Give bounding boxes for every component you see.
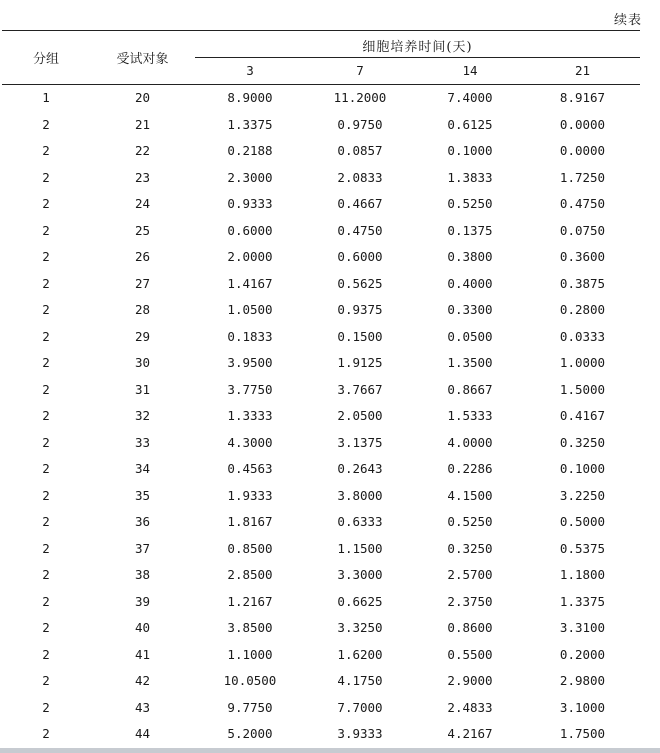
- day-14-cell: 0.5250: [447, 514, 493, 529]
- table-row: [0, 403, 660, 430]
- subject-cell: 35: [134, 487, 151, 503]
- table-row: [0, 191, 660, 218]
- subject-cell: 26: [134, 249, 151, 264]
- subject-cell: 39: [134, 593, 151, 609]
- table-row: [0, 721, 660, 748]
- day-3-cell: 1.2167: [227, 593, 273, 609]
- group-cell: 2: [42, 540, 50, 556]
- table-row: [0, 138, 660, 165]
- group-cell: 2: [42, 699, 50, 715]
- table-row: [0, 430, 660, 457]
- subject-cell: 37: [134, 540, 151, 556]
- day-21-cell: 0.0000: [559, 143, 606, 158]
- day-7-cell: 0.4750: [337, 222, 383, 238]
- group-cell: 2: [42, 222, 50, 238]
- day-3-cell: 1.0500: [227, 302, 273, 317]
- day-7-cell: 0.9750: [337, 116, 383, 132]
- day-3-cell: 1.8167: [227, 514, 273, 529]
- table-row: [0, 85, 660, 112]
- day-21-cell: 0.0000: [559, 116, 606, 132]
- subject-cell: 27: [134, 275, 151, 291]
- group-cell: 2: [42, 408, 50, 423]
- day-7-cell: 3.3000: [337, 567, 383, 582]
- day-7-cell: 3.8000: [337, 487, 383, 503]
- subject-cell: 44: [134, 726, 151, 741]
- day-21-cell: 1.5000: [559, 381, 606, 397]
- day-21-cell: 1.7500: [559, 726, 606, 741]
- group-cell: 2: [42, 434, 50, 450]
- day-14-cell: 0.8600: [447, 620, 493, 635]
- subject-cell: 33: [134, 434, 151, 450]
- table-row: [0, 483, 660, 510]
- header-day-7: 7: [356, 63, 364, 78]
- day-7-cell: 0.2643: [337, 461, 383, 476]
- day-14-cell: 1.3500: [447, 355, 493, 370]
- subject-cell: 30: [134, 355, 151, 370]
- day-14-cell: 0.5250: [447, 196, 493, 211]
- day-3-cell: 5.2000: [227, 726, 273, 741]
- group-cell: 2: [42, 567, 50, 582]
- day-14-cell: 0.0500: [447, 328, 493, 344]
- subject-cell: 32: [134, 408, 151, 423]
- day-7-cell: 7.7000: [337, 699, 383, 715]
- table-body: [0, 85, 660, 748]
- day-3-cell: 0.6000: [227, 222, 273, 238]
- subject-cell: 22: [134, 143, 151, 158]
- day-21-cell: 3.2250: [559, 487, 606, 503]
- day-14-cell: 0.4000: [447, 275, 493, 291]
- day-3-cell: 0.1833: [227, 328, 273, 344]
- subject-cell: 28: [134, 302, 151, 317]
- day-14-cell: 7.4000: [447, 90, 493, 105]
- day-14-cell: 0.1375: [447, 222, 493, 238]
- page-bottom-edge: [0, 748, 660, 753]
- subject-cell: 38: [134, 567, 151, 582]
- day-7-cell: 3.9333: [337, 726, 383, 741]
- day-21-cell: 0.2800: [559, 302, 606, 317]
- day-14-cell: 1.3833: [447, 169, 493, 185]
- day-3-cell: 8.9000: [227, 90, 273, 105]
- day-14-cell: 2.4833: [447, 699, 493, 715]
- day-21-cell: 0.0333: [559, 328, 606, 344]
- table-row: [0, 642, 660, 669]
- day-7-cell: 0.1500: [337, 328, 383, 344]
- table-subheader-rule: [195, 57, 640, 58]
- table-row: [0, 350, 660, 377]
- day-14-cell: 4.2167: [447, 726, 493, 741]
- day-3-cell: 3.9500: [227, 355, 273, 370]
- day-21-cell: 1.1800: [559, 567, 606, 582]
- table-row: [0, 536, 660, 563]
- day-7-cell: 11.2000: [333, 90, 387, 105]
- group-cell: 2: [42, 196, 50, 211]
- day-14-cell: 1.5333: [447, 408, 493, 423]
- day-3-cell: 1.1000: [227, 646, 273, 662]
- group-cell: 2: [42, 249, 50, 264]
- day-14-cell: 0.5500: [447, 646, 493, 662]
- table-row: [0, 456, 660, 483]
- subject-cell: 24: [134, 196, 151, 211]
- table-row: [0, 377, 660, 404]
- table-row: [0, 668, 660, 695]
- table-top-rule: [2, 30, 640, 31]
- header-group: 分组: [32, 52, 59, 67]
- table-row: [0, 297, 660, 324]
- day-7-cell: 2.0833: [337, 169, 383, 185]
- day-21-cell: 0.4167: [559, 408, 606, 423]
- day-14-cell: 0.8667: [447, 381, 493, 397]
- day-14-cell: 0.3300: [447, 302, 493, 317]
- day-21-cell: 2.9800: [559, 673, 606, 688]
- day-7-cell: 1.1500: [337, 540, 383, 556]
- header-day-14: 14: [462, 63, 478, 78]
- day-14-cell: 2.5700: [447, 567, 493, 582]
- header-day-3: 3: [246, 63, 254, 78]
- day-21-cell: 0.1000: [559, 461, 606, 476]
- table-row: [0, 271, 660, 298]
- group-cell: 2: [42, 646, 50, 662]
- day-21-cell: 8.9167: [559, 90, 606, 105]
- day-3-cell: 2.3000: [227, 169, 273, 185]
- group-cell: 2: [42, 673, 50, 688]
- subject-cell: 23: [134, 169, 151, 185]
- table-row: [0, 324, 660, 351]
- table-row: [0, 589, 660, 616]
- day-3-cell: 2.0000: [227, 249, 273, 264]
- day-7-cell: 0.4667: [337, 196, 383, 211]
- day-21-cell: 3.3100: [559, 620, 606, 635]
- day-3-cell: 2.8500: [227, 567, 273, 582]
- day-3-cell: 1.9333: [227, 487, 273, 503]
- subject-cell: 40: [134, 620, 151, 635]
- header-subject: 受试对象: [116, 52, 169, 67]
- day-21-cell: 0.5000: [559, 514, 606, 529]
- table-row: [0, 509, 660, 536]
- group-cell: 2: [42, 328, 50, 344]
- day-21-cell: 1.0000: [559, 355, 606, 370]
- day-7-cell: 0.6000: [337, 249, 383, 264]
- day-7-cell: 1.9125: [337, 355, 383, 370]
- day-3-cell: 0.2188: [227, 143, 273, 158]
- group-cell: 2: [42, 381, 50, 397]
- table-row: [0, 244, 660, 271]
- day-7-cell: 3.1375: [337, 434, 383, 450]
- day-3-cell: 1.3333: [227, 408, 273, 423]
- day-3-cell: 1.3375: [227, 116, 273, 132]
- table-row: [0, 112, 660, 139]
- day-7-cell: 0.5625: [337, 275, 383, 291]
- day-7-cell: 0.6333: [337, 514, 383, 529]
- group-cell: 2: [42, 169, 50, 185]
- day-14-cell: 0.3250: [447, 540, 493, 556]
- day-7-cell: 3.3250: [337, 620, 383, 635]
- day-3-cell: 1.4167: [227, 275, 273, 291]
- day-3-cell: 3.7750: [227, 381, 273, 397]
- day-3-cell: 0.9333: [227, 196, 273, 211]
- table-row: [0, 165, 660, 192]
- day-14-cell: 2.9000: [447, 673, 493, 688]
- day-3-cell: 0.8500: [227, 540, 273, 556]
- day-21-cell: 1.3375: [559, 593, 606, 609]
- day-3-cell: 10.0500: [223, 673, 277, 688]
- day-14-cell: 0.6125: [447, 116, 493, 132]
- group-cell: 1: [42, 90, 50, 105]
- day-21-cell: 0.3875: [559, 275, 606, 291]
- subject-cell: 20: [134, 90, 151, 105]
- day-14-cell: 0.1000: [447, 143, 493, 158]
- day-14-cell: 2.3750: [447, 593, 493, 609]
- subject-cell: 43: [134, 699, 151, 715]
- day-21-cell: 3.1000: [559, 699, 606, 715]
- day-14-cell: 4.1500: [447, 487, 493, 503]
- header-culture-time: 细胞培养时间(天): [362, 40, 473, 55]
- day-3-cell: 0.4563: [227, 461, 273, 476]
- day-3-cell: 3.8500: [227, 620, 273, 635]
- day-14-cell: 0.2286: [447, 461, 493, 476]
- table-row: [0, 695, 660, 722]
- subject-cell: 25: [134, 222, 151, 238]
- group-cell: 2: [42, 275, 50, 291]
- table-row: [0, 615, 660, 642]
- day-21-cell: 0.3600: [559, 249, 606, 264]
- day-21-cell: 1.7250: [559, 169, 606, 185]
- day-3-cell: 9.7750: [227, 699, 273, 715]
- header-day-21: 21: [574, 63, 591, 78]
- day-21-cell: 0.3250: [559, 434, 606, 450]
- day-21-cell: 0.2000: [559, 646, 606, 662]
- group-cell: 2: [42, 143, 50, 158]
- group-cell: 2: [42, 302, 50, 317]
- group-cell: 2: [42, 487, 50, 503]
- group-cell: 2: [42, 355, 50, 370]
- subject-cell: 21: [134, 116, 151, 132]
- day-7-cell: 3.7667: [337, 381, 383, 397]
- table-row: [0, 562, 660, 589]
- group-cell: 2: [42, 461, 50, 476]
- subject-cell: 41: [134, 646, 151, 662]
- group-cell: 2: [42, 116, 50, 132]
- subject-cell: 31: [134, 381, 151, 397]
- subject-cell: 42: [134, 673, 151, 688]
- group-cell: 2: [42, 726, 50, 741]
- day-14-cell: 0.3800: [447, 249, 493, 264]
- subject-cell: 29: [134, 328, 151, 344]
- day-7-cell: 1.6200: [337, 646, 383, 662]
- continued-label: 续表: [613, 13, 642, 28]
- day-21-cell: 0.5375: [559, 540, 606, 556]
- day-7-cell: 0.6625: [337, 593, 383, 609]
- day-21-cell: 0.0750: [559, 222, 606, 238]
- day-7-cell: 0.0857: [337, 143, 383, 158]
- day-3-cell: 4.3000: [227, 434, 273, 450]
- group-cell: 2: [42, 620, 50, 635]
- subject-cell: 34: [134, 461, 151, 476]
- day-21-cell: 0.4750: [559, 196, 606, 211]
- day-14-cell: 4.0000: [447, 434, 493, 450]
- table-row: [0, 218, 660, 245]
- day-7-cell: 4.1750: [337, 673, 383, 688]
- subject-cell: 36: [134, 514, 151, 529]
- day-7-cell: 2.0500: [337, 408, 383, 423]
- day-7-cell: 0.9375: [337, 302, 383, 317]
- group-cell: 2: [42, 593, 50, 609]
- group-cell: 2: [42, 514, 50, 529]
